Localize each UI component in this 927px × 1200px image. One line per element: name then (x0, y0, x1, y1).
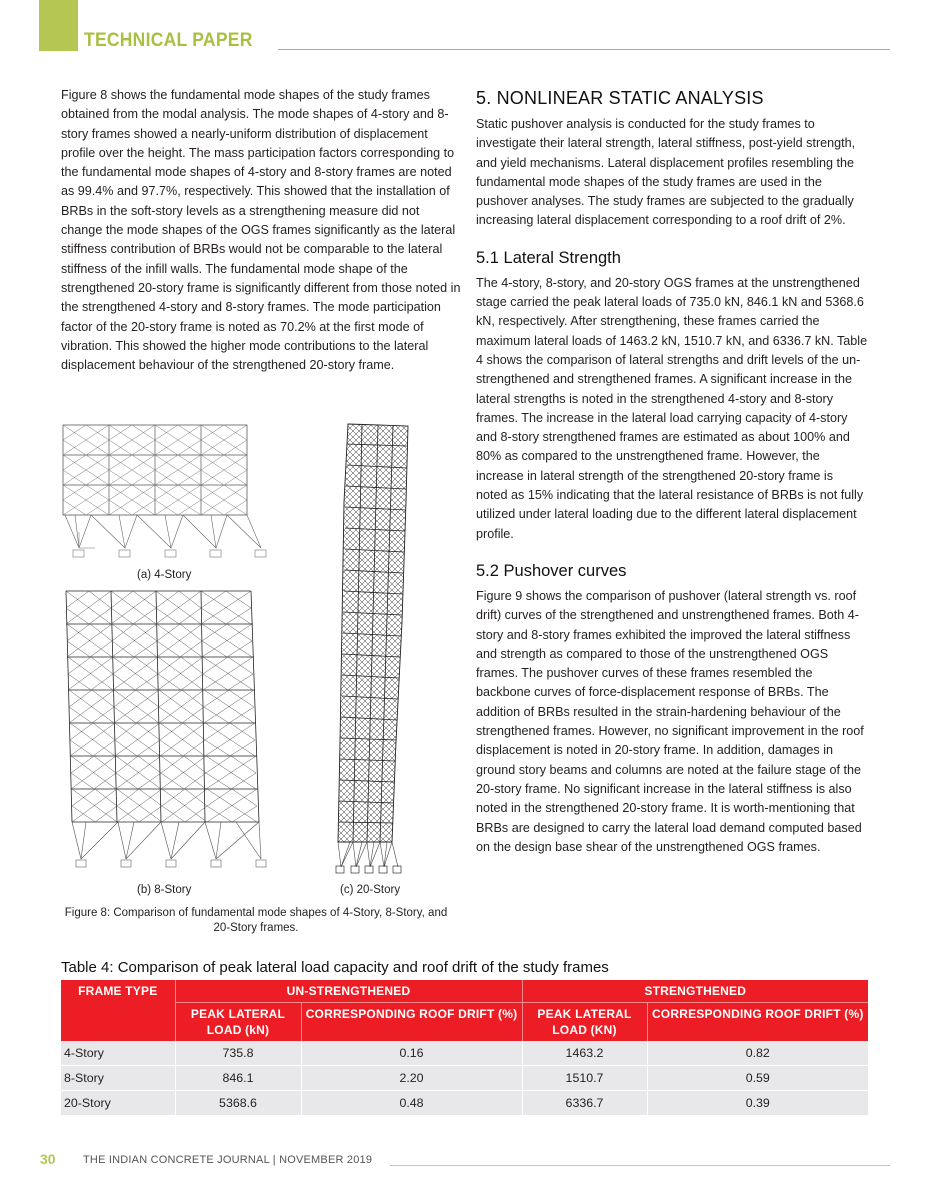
header-rule (278, 49, 890, 50)
header-group-strengthened: STRENGTHENED (522, 980, 868, 1003)
subsection-heading-pushover-curves: 5.2 Pushover curves (476, 561, 627, 580)
header-st-roof-drift: CORRESPONDING ROOF DRIFT (%) (647, 1003, 868, 1042)
table-title: Table 4: Comparison of peak lateral load capacity and roof drift of the study frames (61, 959, 609, 976)
figure-caption: Figure 8: Comparison of fundamental mode shapes of 4-Story, 8-Story, and 20-Story frames. (64, 907, 448, 934)
cell-st-drift: 0.59 (647, 1066, 868, 1091)
figure-label-4-story: (a) 4-Story (137, 569, 192, 581)
header-un-peak-load: PEAK LATERAL LOAD (kN) (175, 1003, 301, 1042)
section-label: TECHNICAL PAPER (84, 30, 253, 51)
footer-rule (390, 1165, 890, 1166)
table-4 (61, 980, 868, 1116)
subsection-paragraph-lateral-strength: The 4-story, 8-story, and 20-story OGS frames at the unstrengthened stage carried the peak lateral loads of 735.0 kN, 846.1 kN and 5368.6 kN, respectively. After strengthening, these frames carried the maximum lateral loads of 1463.2 kN, 1510.7 kN, and 6336.7 kN. Table 4 shows the comparison of lateral strengths and drift levels of the un-strengthened and strengthened frames. A significant increase in the lateral strengths is noted in the strengthened 4-story and 8-story frames. The increase in the lateral load carrying capacity of 4-story and 8-story strengthened frames are estimated as about 100% and 80% as compared to the unstrengthened frame. However, the increase in lateral strength of the strengthened 20-story frame is noted as 15% indicating that the lateral resistance of BRBs is not fully utilized under lateral loading due to the different lateral displacement profile. (476, 275, 868, 541)
header-frame-type: FRAME TYPE (61, 980, 175, 1041)
subsection-paragraph-pushover-curves: Figure 9 shows the comparison of pushover (lateral strength vs. roof drift) curves of the strengthened and unstrengthened frames. Both 4-story and 8-story frames exhibited the improved the lateral stiffness and strength as compared to those of the unstrengthened OGS frames. The pushover curves of these frames resembled the backbone curves of force-displacement response of BRBs. The addition of BRBs resulted in the strain-hardening behaviour of the strengthened frames. However, no significant improvement in the roof displacement is noted in 20-story frame. In addition, damages in ground story beams and columns are noted at the failure stage of the 20-story frame. No significant increase in the lateral stiffness is also noted in the strengthened 20-story frame. It is worth-mentioning that BRBs are designed to carry the lateral load demand computed based on the design base shear of the unstrengthened OGS frames. (476, 588, 864, 854)
header-st-peak-load: PEAK LATERAL LOAD (KN) (522, 1003, 647, 1042)
axis-triad-icon (79, 532, 95, 548)
right-column (476, 86, 868, 857)
table-row (61, 1066, 868, 1091)
table-row (61, 1041, 868, 1066)
cell-st-load: 1463.2 (522, 1041, 647, 1066)
page-number: 30 (40, 1151, 56, 1167)
header-group-unstrengthened: UN-STRENGTHENED (175, 980, 522, 1003)
cell-un-drift: 0.48 (301, 1091, 522, 1116)
table-row (61, 1091, 868, 1116)
header-accent-tab (39, 0, 78, 51)
section-heading: 5. NONLINEAR STATIC ANALYSIS (476, 88, 764, 108)
figure-20-story-mode-shape (332, 422, 412, 874)
cell-frame: 8-Story (61, 1066, 175, 1091)
figure-8-story-mode-shape (61, 588, 273, 870)
journal-footer: THE INDIAN CONCRETE JOURNAL | NOVEMBER 2019 (83, 1154, 373, 1166)
figure-4-story-mode-shape (61, 422, 273, 562)
cell-un-drift: 2.20 (301, 1066, 522, 1091)
cell-un-load: 5368.6 (175, 1091, 301, 1116)
figure-label-20-story: (c) 20-Story (340, 884, 401, 896)
cell-frame: 20-Story (61, 1091, 175, 1116)
header-un-roof-drift: CORRESPONDING ROOF DRIFT (%) (301, 1003, 522, 1042)
figure-label-8-story: (b) 8-Story (137, 884, 192, 896)
subsection-heading-lateral-strength: 5.1 Lateral Strength (476, 248, 621, 267)
body-paragraph: Figure 8 shows the fundamental mode shapes of the study frames obtained from the modal analysis. The mode shapes of 4-story and 8-story frames showed a nearly-uniform distribution of displacement profile over the height. The mass participation factors corresponding to the fundamental mode shapes of 4-story and 8-story frames are noted as 99.4% and 97.7%, respectively. This showed that the installation of BRBs in the soft-story levels as a strengthening measure did not change the mode shapes of the OGS frames significantly as the lateral stiffness contribution of BRBs would not be comparable to the lateral stiffness of the infill walls. The fundamental mode shape of the strengthened 20-story frame is significantly different from those noted in the strengthened 4-story and 8-story frames. The mode participation factor of the 20-story frame is noted as 70.2% at the first mode of vibration. This showed the higher mode contributions to the lateral displacement behaviour of the strengthened 20-story frame. (61, 88, 461, 373)
cell-st-load: 1510.7 (522, 1066, 647, 1091)
section-paragraph: Static pushover analysis is conducted for the study frames to investigate their lateral strength, lateral stiffness, post-yield strength, and yield mechanisms. Lateral displacement profiles resembling the fundamental mode shapes of the study frames are used in the pushover analyses. The study frames are subjected to the gradually increasing lateral displacement corresponding to a roof drift of 2%. (476, 117, 856, 228)
cell-un-drift: 0.16 (301, 1041, 522, 1066)
cell-st-load: 6336.7 (522, 1091, 647, 1116)
cell-st-drift: 0.82 (647, 1041, 868, 1066)
cell-st-drift: 0.39 (647, 1091, 868, 1116)
cell-frame: 4-Story (61, 1041, 175, 1066)
cell-un-load: 846.1 (175, 1066, 301, 1091)
cell-un-load: 735.8 (175, 1041, 301, 1066)
left-column (61, 86, 461, 375)
